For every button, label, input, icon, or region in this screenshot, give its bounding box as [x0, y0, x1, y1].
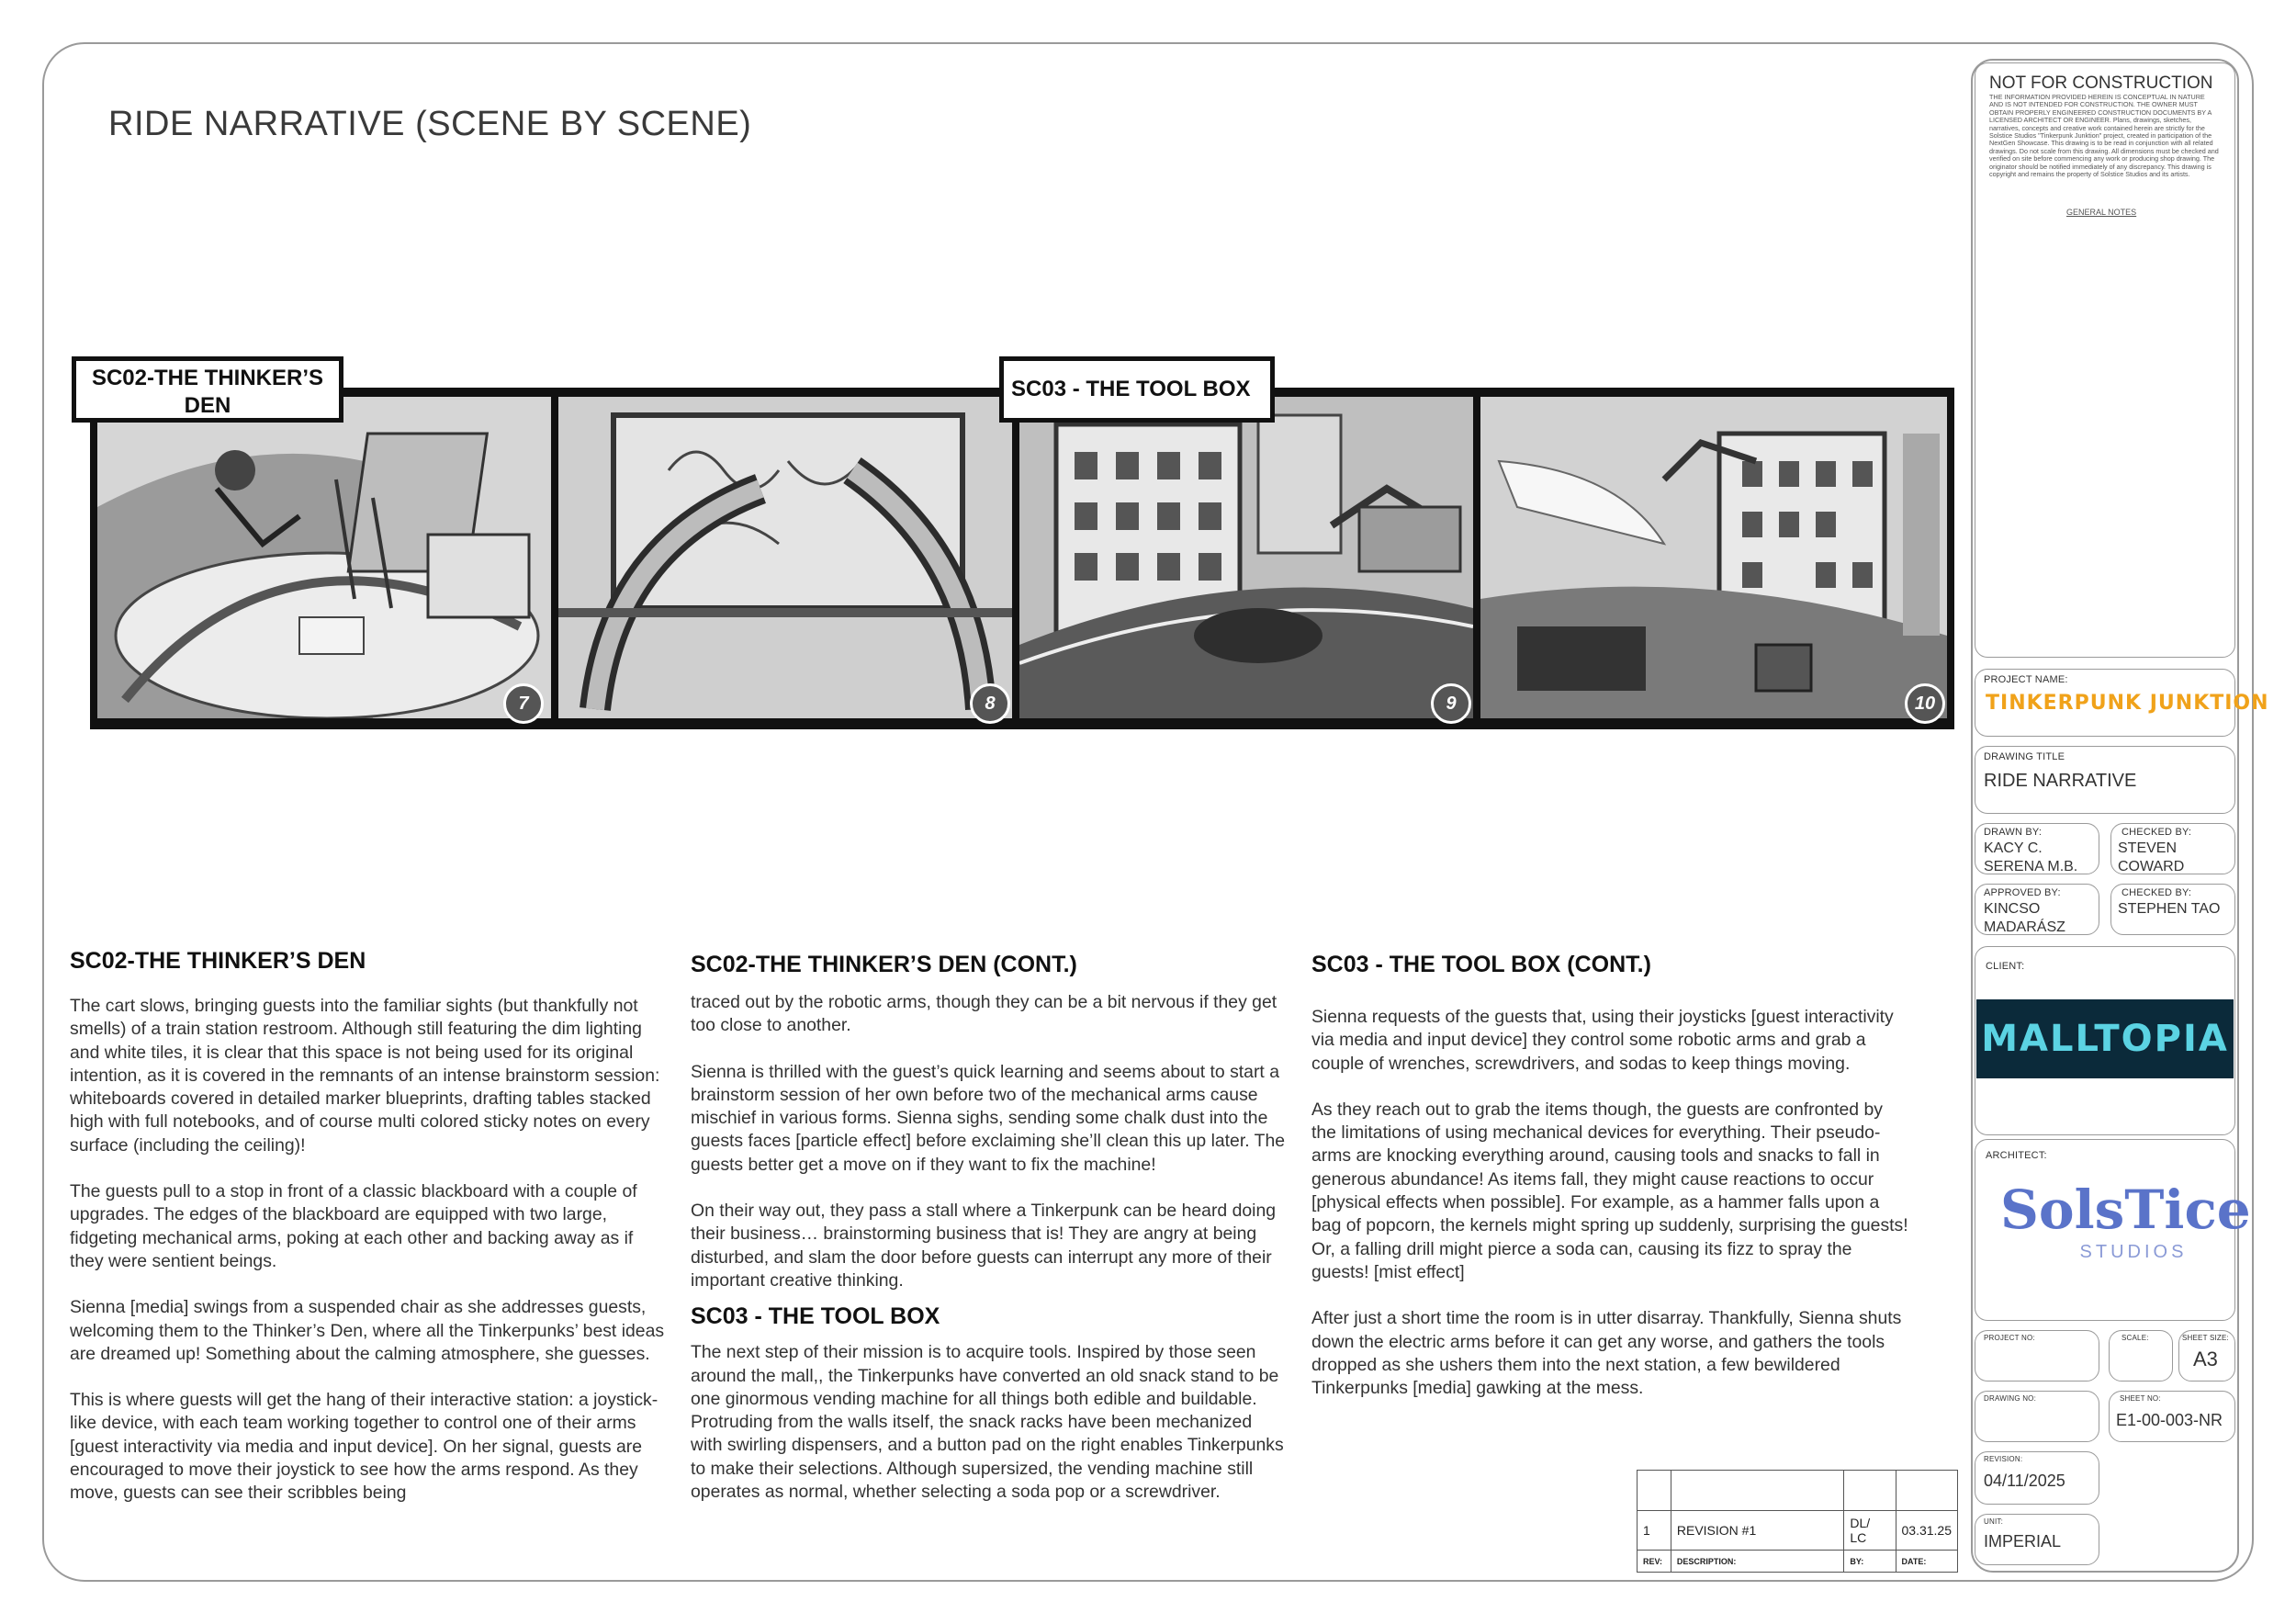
narrative-paragraph: The guests pull to a stop in front of a classic blackboard with a couple of upgrades. The edges of the blackboard are equipped with two large, fidgeting mechanical arms, poking at each other and backing away as if they were sentient beings.	[70, 1181, 637, 1271]
narrative-paragraph: This is where guests will get the hang of their interactive station: a joystick-like device, with each team working together to control one of their arms [guest interactivity via media and input device]. On her signal, guests are encouraged to move their joystick to see how the arms respond. As they move, guests can see their scribbles being	[70, 1390, 658, 1504]
narrative-paragraph: The cart slows, bringing guests into the familiar sights (but thankfully not smells) of a train station restroom. Although still featuring the dim lighting and white tiles, it is clear that this space is not being used for its original intention, as it is covered in the remnants of an intense brainstorm session: whiteboards covered in detailed marker blueprints, drafting tables stacked high with full notebooks, and of course multi colored sticky notes on every surface (including the ceiling)!	[70, 996, 660, 1156]
rev-number: 1	[1638, 1510, 1671, 1551]
drawing-title: RIDE NARRATIVE	[1984, 771, 2137, 791]
narrative-column-3	[1311, 952, 1908, 1423]
revision-label: REVISION:	[1984, 1455, 2023, 1463]
architect-logo-subtext: STUDIOS	[2079, 1242, 2188, 1262]
client-logo	[1976, 999, 2234, 1078]
checked-by-label: CHECKED BY:	[2122, 827, 2192, 838]
narrative-paragraph: On their way out, they pass a stall where a Tinkerpunk can be heard doing their business… brainstorming business that is! They are angry at being disturbed, and slam the door before guests can interrupt any more of their important creative thinking.	[691, 1201, 1277, 1291]
panel-number-badge: 10	[1905, 683, 1945, 724]
narrative-paragraph: After just a short time the room is in utter disarray. Thankfully, Sienna shuts down the electric arms before it can get any worse, and gathers the tools dropped as she ushers them into the next station, a few bewildered Tinkerpunks [media] gawking at the mess.	[1311, 1308, 1902, 1399]
sheet-size-label: SHEET SIZE:	[2182, 1334, 2229, 1342]
approved-by-name: KINCSO	[1984, 901, 2041, 917]
general-notes-text: THE INFORMATION PROVIDED HEREIN IS CONCEPTUAL IN NATURE AND IS NOT INTENDED FOR CONSTRUCTION. THE OWNER MUST OBTAIN PROPERLY ENGINEERED CONSTRUCTION DOCUMENTS BY A LICENSED ARCHITECT OR ENGINEER. Plans, drawings, sketches, narratives, concepts and creative work contained herein are strictly for the Solstice Studios "Tinkerpunk Junktion" project, created in participation of the NextGen Showcase. This drawing is to be read in conjunction with all related drawings. Do not scale from this drawing. All dimensions must be checked and verified on site before commencing any work or producing shop drawing. The originator should be notified immediately of any discrepancy. This drawing is copyright and remains the property of Solstice Studios and its artists.	[1989, 93, 2219, 179]
section-heading: SC02-THE THINKER’S DEN	[70, 948, 366, 974]
not-for-construction-title: NOT FOR CONSTRUCTION	[1989, 73, 2213, 93]
narrative-paragraph: traced out by the robotic arms, though they can be a bit nervous if they get too close to another.	[691, 992, 1277, 1036]
storyboard-panel	[1480, 397, 1947, 718]
drawn-by-label: DRAWN BY:	[1984, 827, 2043, 838]
architect-logo	[2000, 1178, 2251, 1279]
checked-by-2-label: CHECKED BY:	[2122, 887, 2192, 898]
sheet-size: A3	[2193, 1348, 2218, 1370]
panel-number-badge: 7	[503, 683, 544, 724]
unit-value: IMPERIAL	[1984, 1532, 2062, 1551]
section-heading: SC03 - THE TOOL BOX	[691, 1303, 940, 1330]
sheet-no-label: SHEET NO:	[2120, 1394, 2161, 1403]
project-no-label: PROJECT NO:	[1984, 1334, 2035, 1342]
checked-by-name: COWARD	[2118, 859, 2185, 874]
storyboard-panel	[97, 397, 551, 718]
project-name-logo: TINKERPUNK JUNKTION	[1986, 692, 2269, 715]
approved-by-label: APPROVED BY:	[1984, 887, 2061, 898]
storyboard-panel	[558, 397, 1012, 718]
revision-date: 04/11/2025	[1984, 1472, 2065, 1490]
narrative-column-1	[70, 948, 667, 1528]
narrative-paragraph: Sienna is thrilled with the guest’s quick learning and seems about to start a brainstorm session of her own before two of the mechanical arms cause mischief in various forms. Sienna sighs, sending some chalk dust into the guests faces [particle effect] before exclaiming she’ll clean this up later. The guests better get a move on if they want to fix the machine!	[691, 1061, 1286, 1175]
description-header: DESCRIPTION:	[1671, 1551, 1844, 1573]
section-heading: SC03 - THE TOOL BOX (CONT.)	[1311, 952, 1651, 977]
approved-by-name: MADARÁSZ	[1984, 919, 2065, 935]
general-notes-link[interactable]: GENERAL NOTES	[2066, 208, 2137, 217]
drawn-by-name: SERENA M.B.	[1984, 859, 2078, 874]
client-label: CLIENT:	[1986, 961, 2025, 972]
drawing-no-label: DRAWING NO:	[1984, 1394, 2037, 1403]
project-name-label: PROJECT NAME:	[1984, 674, 2068, 685]
narrative-paragraph: Sienna requests of the guests that, using their joysticks [guest interactivity via media and input device] they control some robotic arms and grab a couple of wrenches, screwdrivers, and sodas to keep things moving.	[1311, 1007, 1894, 1074]
rev-date: 03.31.25	[1896, 1510, 1958, 1551]
storyboard-strip	[90, 388, 1954, 729]
sheet-no: E1-00-003-NR	[2116, 1411, 2223, 1429]
checked-by-name: STEVEN	[2118, 840, 2178, 856]
architect-label: ARCHITECT:	[1986, 1150, 2047, 1161]
narrative-paragraph: Sienna [media] swings from a suspended chair as she addresses guests, welcoming them to the Thinker’s Den, where all the Tinkerpunks’ best ideas are dreamed up! Something about the calming atmosphere, she guesses.	[70, 1297, 665, 1364]
rev-by: DL/ LC	[1844, 1510, 1896, 1551]
revision-table	[1637, 1470, 1958, 1573]
drawn-by-name: KACY C.	[1984, 840, 2043, 856]
unit-label: UNIT:	[1984, 1517, 2003, 1526]
sketch-image	[1480, 397, 1947, 718]
by-header: BY:	[1844, 1551, 1896, 1573]
sketch-image	[558, 397, 1012, 718]
scale-label: SCALE:	[2122, 1334, 2149, 1342]
drawing-title-label: DRAWING TITLE	[1984, 751, 2065, 762]
checked-by-2-name: STEPHEN TAO	[2118, 901, 2221, 917]
date-header: DATE:	[1896, 1551, 1958, 1573]
section-heading: SC02-THE THINKER’S DEN (CONT.)	[691, 952, 1077, 977]
panel-number-badge: 8	[970, 683, 1010, 724]
sketch-image	[1019, 397, 1473, 718]
architect-logo-text: SolsTice	[2000, 1179, 2251, 1241]
scene-tag-sc03: SC03 - THE TOOL BOX	[999, 356, 1275, 423]
rev-header: REV:	[1638, 1551, 1671, 1573]
panel-number-badge: 9	[1431, 683, 1471, 724]
sketch-image	[97, 397, 551, 718]
rev-description: REVISION #1	[1671, 1510, 1844, 1551]
storyboard-panel	[1019, 397, 1473, 718]
narrative-paragraph: As they reach out to grab the items though, the guests are confronted by the limitations of using mechanical devices for everything. Their pseudo-arms are knocking everything around, causing tools and snacks to fall in generous abundance! As items fall, they might cause reactions to occur [physical effects when possible]. For example, as a hammer falls upon a bag of popcorn, the kernels might spring up suddenly, surprising the guests! Or, a falling drill might pierce a soda can, causing its fizz to spray the guests! [mist effect]	[1311, 1099, 1908, 1282]
scene-tag-sc02: SC02-THE THINKER’S DEN	[72, 356, 343, 423]
narrative-paragraph: The next step of their mission is to acquire tools. Inspired by those seen around the mall,, the Tinkerpunks have converted an old snack stand to be one ginormous vending machine for all things both edible and buildable. Protruding from the walls itself, the snack racks have been mechanized with swirling dispensers, and a button pad on the right enables Tinkerpunks to make their selections. Although supersized, the vending machine still operates as normal, whether selecting a soda pop or a screwdriver.	[691, 1342, 1284, 1503]
client-logo-text: MALLTOPIA	[1981, 1018, 2229, 1060]
page-title: RIDE NARRATIVE (SCENE BY SCENE)	[108, 105, 752, 143]
narrative-column-2	[691, 952, 1288, 1527]
